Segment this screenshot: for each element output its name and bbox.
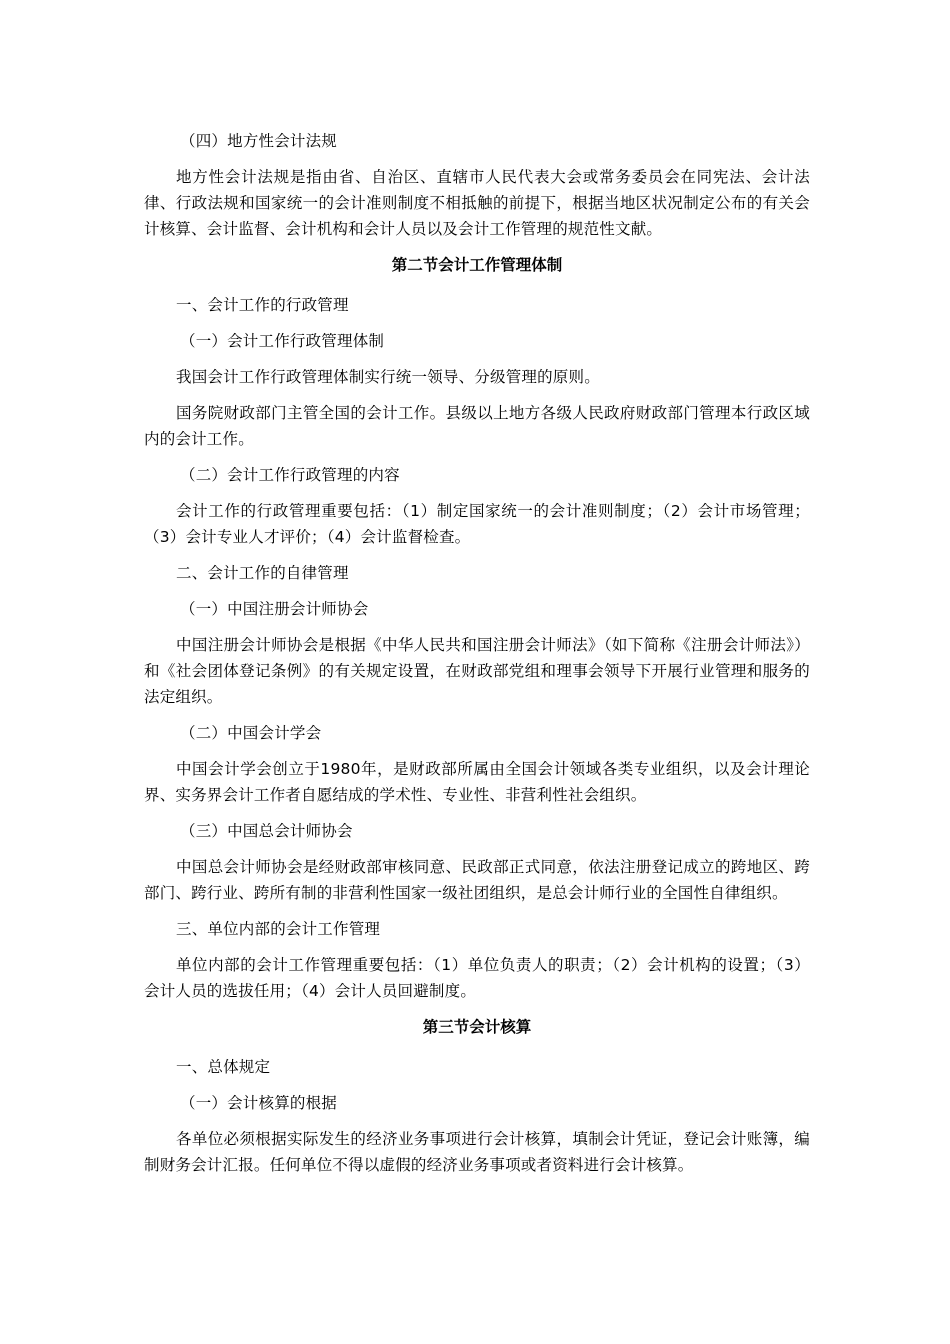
section-heading: 第二节会计工作管理体制	[391, 256, 563, 274]
body-paragraph: 会计工作的行政管理重要包括：（1）制定国家统一的会计准则制度；（2）会计市场管理；（3）会计专业人才评价；（4）会计监督检查。	[144, 502, 810, 546]
subsection-heading: （一）会计工作行政管理体制	[180, 332, 385, 350]
section-heading: 第三节会计核算	[422, 1018, 532, 1036]
body-paragraph: 中国总会计师协会是经财政部审核同意、民政部正式同意，依法注册登记成立的跨地区、跨部门、跨行业、跨所有制的非营利性国家一级社团组织，是总会计师行业的全国性自律组织。	[144, 858, 810, 902]
body-paragraph: 我国会计工作行政管理体制实行统一领导、分级管理的原则。	[176, 368, 600, 386]
body-paragraph: 一、总体规定	[176, 1058, 271, 1076]
body-paragraph: 二、会计工作的自律管理	[176, 564, 349, 582]
document-body	[144, 128, 810, 1188]
body-paragraph: 各单位必须根据实际发生的经济业务事项进行会计核算，填制会计凭证，登记会计账簿，编制财务会计汇报。任何单位不得以虚假的经济业务事项或者资料进行会计核算。	[144, 1130, 810, 1174]
subsection-heading: （三）中国总会计师协会	[180, 822, 353, 840]
body-paragraph: 地方性会计法规是指由省、自治区、直辖市人民代表大会或常务委员会在同宪法、会计法律、行政法规和国家统一的会计准则制度不相抵触的前提下，根据当地区状况制定公布的有关会计核算、会计监督、会计机构和会计人员以及会计工作管理的规范性文献。	[144, 168, 810, 238]
body-paragraph: 国务院财政部门主管全国的会计工作。县级以上地方各级人民政府财政部门管理本行政区域内的会计工作。	[144, 404, 810, 448]
body-paragraph: 一、会计工作的行政管理	[176, 296, 349, 314]
body-paragraph: 中国会计学会创立于1980年，是财政部所属由全国会计领域各类专业组织，以及会计理论界、实务界会计工作者自愿结成的学术性、专业性、非营利性社会组织。	[144, 760, 810, 804]
subsection-heading: （四）地方性会计法规	[180, 132, 338, 150]
subsection-heading: （二）中国会计学会	[180, 724, 322, 742]
subsection-heading: （一）中国注册会计师协会	[180, 600, 369, 618]
subsection-heading: （二）会计工作行政管理的内容	[180, 466, 400, 484]
subsection-heading: （一）会计核算的根据	[180, 1094, 338, 1112]
body-paragraph: 三、单位内部的会计工作管理	[176, 920, 381, 938]
body-paragraph: 中国注册会计师协会是根据《中华人民共和国注册会计师法》（如下简称《注册会计师法》）和《社会团体登记条例》的有关规定设置，在财政部党组和理事会领导下开展行业管理和服务的法定组织。	[144, 636, 810, 706]
body-paragraph: 单位内部的会计工作管理重要包括：（1）单位负责人的职责；（2）会计机构的设置；（3）会计人员的选拔任用；（4）会计人员回避制度。	[144, 956, 810, 1000]
